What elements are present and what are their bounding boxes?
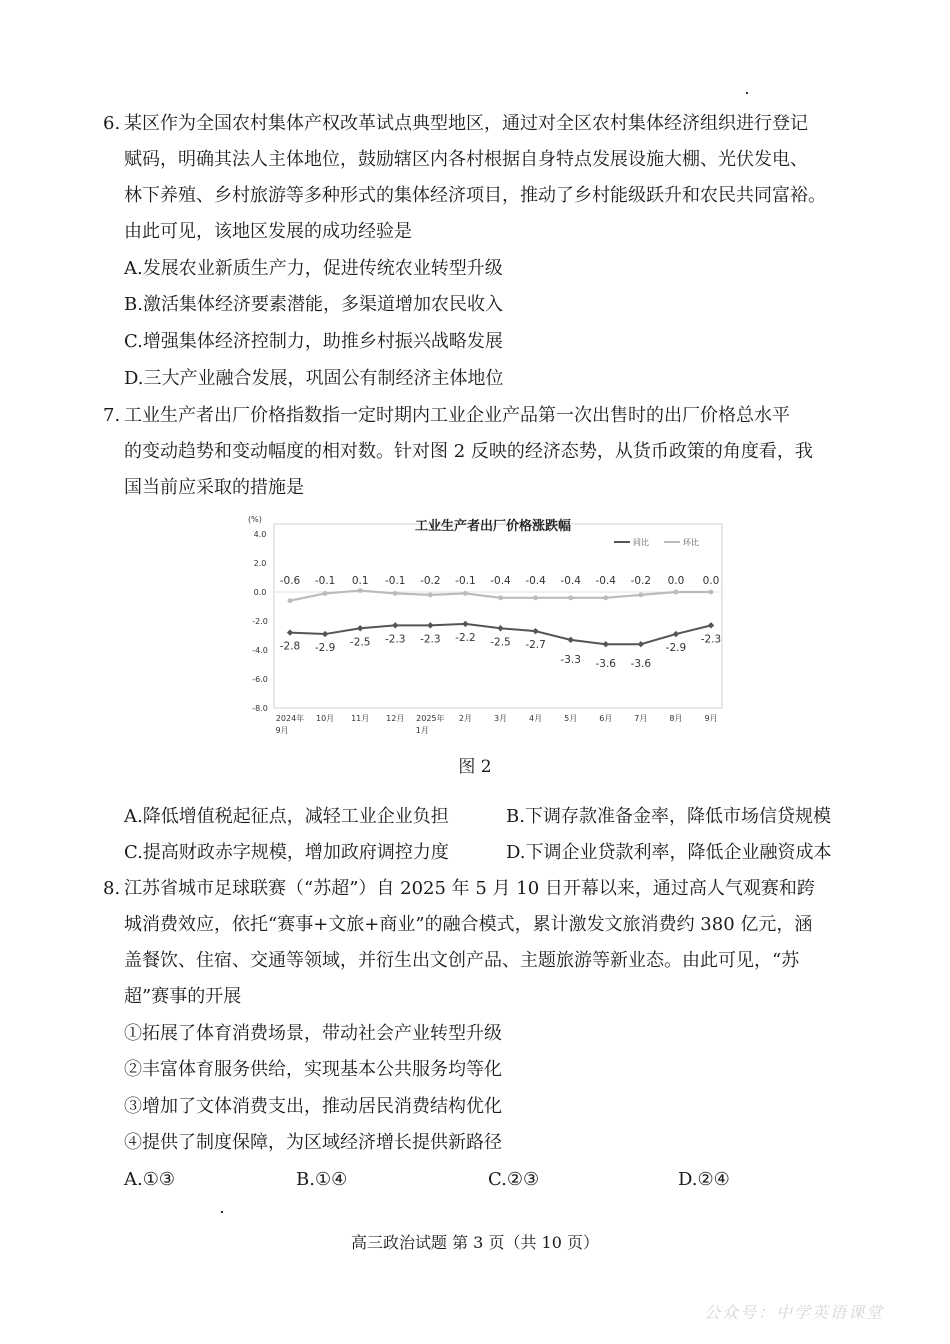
data-label-环比: -0.4 <box>525 575 546 587</box>
question-text-line: 赋码，明确其法人主体地位，鼓励辖区内各村根据自身特点发展设施大棚、光伏发电、 <box>124 149 808 170</box>
x-tick-label: 9月 <box>275 726 289 735</box>
data-point-同比 <box>638 641 644 647</box>
speck <box>746 92 748 94</box>
speck <box>221 1211 223 1213</box>
data-label-同比: -2.9 <box>314 642 336 655</box>
x-tick-label: 12月 <box>386 714 405 723</box>
data-label-环比: -0.1 <box>455 575 476 587</box>
data-point-同比 <box>497 625 503 631</box>
option-a[interactable]: A.发展农业新质生产力，促进传统农业转型升级 <box>124 258 503 279</box>
data-label-同比: -2.3 <box>420 633 441 646</box>
option-b[interactable]: B.①④ <box>296 1169 348 1190</box>
option-d[interactable]: D.下调企业贷款利率，降低企业融资成本 <box>506 842 832 863</box>
data-point-同比 <box>673 631 679 637</box>
statement-2: ②丰富体育服务供给，实现基本公共服务均等化 <box>124 1059 502 1080</box>
data-label-环比: -0.4 <box>490 575 511 587</box>
data-point-环比 <box>674 590 679 595</box>
data-label-环比: -0.4 <box>595 575 616 587</box>
data-point-环比 <box>428 593 433 598</box>
data-point-同比 <box>322 631 328 637</box>
data-label-同比: -2.3 <box>385 633 406 646</box>
data-label-同比: -2.7 <box>525 639 546 652</box>
question-text-line: 城消费效应，依托“赛事+文旅+商业”的融合模式，累计激发文旅消费约 380 亿元，涵 <box>124 914 813 935</box>
data-label-环比: -0.1 <box>314 575 336 587</box>
data-point-同比 <box>287 629 293 635</box>
question-number: 6. <box>103 113 121 134</box>
question-text-line: 某区作为全国农村集体产权改革试点典型地区，通过对全区农村集体经济组织进行登记 <box>124 113 808 134</box>
data-label-同比: -2.3 <box>700 633 722 646</box>
data-point-环比 <box>603 595 608 600</box>
x-tick-label: 1月 <box>415 726 429 735</box>
option-d[interactable]: D.②④ <box>678 1169 730 1190</box>
data-label-环比: -0.2 <box>420 575 441 587</box>
y-tick-label: 0.0 <box>253 588 267 597</box>
question-number: 8. <box>103 878 121 899</box>
question-text-line: 工业生产者出厂价格指数指一定时期内工业企业产品第一次出售时的出厂价格总水平 <box>124 405 790 426</box>
question-number: 7. <box>103 405 121 426</box>
x-tick-label: 3月 <box>493 714 508 723</box>
question-text-line: 江苏省城市足球联赛（“苏超”）自 2025 年 5 月 10 日开幕以来，通过高人气观赛和跨 <box>124 878 815 899</box>
x-tick-label: 4月 <box>529 714 543 723</box>
chart-title: 工业生产者出厂价格涨跌幅 <box>414 519 572 534</box>
option-b[interactable]: B.激活集体经济要素潜能，多渠道增加农民收入 <box>124 294 503 315</box>
data-point-环比 <box>358 588 363 593</box>
y-tick-label: -4.0 <box>252 646 268 655</box>
question-text-line: 林下养殖、乡村旅游等多种形式的集体经济项目，推动了乡村能级跃升和农民共同富裕。 <box>124 185 826 206</box>
option-c[interactable]: C.提高财政赤字规模，增加政府调控力度 <box>124 842 449 863</box>
data-point-环比 <box>709 590 714 595</box>
data-point-环比 <box>463 591 468 596</box>
data-point-环比 <box>323 591 328 596</box>
y-tick-label: -2.0 <box>252 617 268 626</box>
option-a[interactable]: A.①③ <box>124 1169 175 1190</box>
x-tick-label: 2025年 <box>416 714 445 723</box>
data-point-环比 <box>638 593 643 598</box>
x-tick-label: 5月 <box>564 714 578 723</box>
x-tick-label: 6月 <box>599 714 613 723</box>
data-label-同比: -3.6 <box>595 658 616 671</box>
y-unit-label: (%) <box>248 515 262 524</box>
x-tick-label: 2月 <box>458 714 472 723</box>
statement-3: ③增加了文体消费支出，推动居民消费结构优化 <box>124 1096 502 1117</box>
data-point-同比 <box>603 641 609 647</box>
data-label-同比: -2.5 <box>349 636 371 649</box>
data-label-环比: 0.0 <box>667 575 685 587</box>
data-point-环比 <box>393 591 398 596</box>
data-point-同比 <box>532 628 538 634</box>
data-point-同比 <box>708 622 714 628</box>
data-label-环比: -0.6 <box>279 575 301 587</box>
statement-1: ①拓展了体育消费场景，带动社会产业转型升级 <box>124 1023 502 1044</box>
legend-label: 同比 <box>633 538 649 547</box>
data-point-同比 <box>567 637 573 643</box>
data-point-同比 <box>427 622 433 628</box>
data-label-同比: -2.9 <box>665 642 687 655</box>
legend-label: 环比 <box>683 538 699 547</box>
data-point-环比 <box>498 595 503 600</box>
y-tick-label: 4.0 <box>253 530 267 539</box>
option-d[interactable]: D.三大产业融合发展，巩固公有制经济主体地位 <box>124 368 504 389</box>
data-label-同比: -2.8 <box>279 640 301 653</box>
data-label-环比: -0.4 <box>560 575 581 587</box>
data-label-同比: -2.5 <box>490 636 511 649</box>
option-c[interactable]: C.②③ <box>488 1169 540 1190</box>
data-label-同比: -2.2 <box>455 631 476 644</box>
x-tick-label: 7月 <box>634 714 648 723</box>
data-point-同比 <box>462 621 468 627</box>
data-label-环比: -0.2 <box>630 575 652 587</box>
data-point-环比 <box>568 595 573 600</box>
x-tick-label: 10月 <box>315 714 335 723</box>
data-label-同比: -3.3 <box>560 653 581 666</box>
data-point-同比 <box>357 625 363 631</box>
data-label-环比: 0.1 <box>351 575 369 587</box>
option-c[interactable]: C.增强集体经济控制力，助推乡村振兴战略发展 <box>124 331 503 352</box>
x-tick-label: 11月 <box>351 714 370 723</box>
data-label-同比: -3.6 <box>630 658 652 671</box>
data-point-同比 <box>392 622 398 628</box>
y-tick-label: -8.0 <box>252 704 268 713</box>
x-tick-label: 8月 <box>669 714 683 723</box>
question-text-line: 超”赛事的开展 <box>124 986 242 1007</box>
y-tick-label: 2.0 <box>253 559 267 568</box>
statement-4: ④提供了制度保障，为区域经济增长提供新路径 <box>124 1132 502 1153</box>
ppi-line-chart <box>238 508 724 740</box>
x-tick-label: 2024年 <box>275 714 305 723</box>
question-text-line: 由此可见，该地区发展的成功经验是 <box>124 221 412 242</box>
x-tick-label: 9月 <box>704 714 718 723</box>
data-point-环比 <box>288 598 293 603</box>
data-label-环比: -0.1 <box>385 575 406 587</box>
watermark: 公众号：中学英语课堂 <box>703 1303 884 1322</box>
chart-frame <box>274 524 722 708</box>
option-a[interactable]: A.降低增值税起征点，减轻工业企业负担 <box>124 806 449 827</box>
figure-caption: 图 2 <box>458 757 492 777</box>
question-text-line: 盖餐饮、住宿、交通等领域，并衍生出文创产品、主题旅游等新业态。由此可见，“苏 <box>124 950 800 971</box>
y-tick-label: -6.0 <box>252 675 268 684</box>
data-label-环比: 0.0 <box>702 575 720 587</box>
data-point-环比 <box>533 595 538 600</box>
question-text-line: 的变动趋势和变动幅度的相对数。针对图 2 反映的经济态势，从货币政策的角度看，我 <box>124 441 813 462</box>
question-text-line: 国当前应采取的措施是 <box>124 477 304 498</box>
option-b[interactable]: B.下调存款准备金率，降低市场信贷规模 <box>506 806 831 827</box>
page-footer: 高三政治试题 第 3 页（共 10 页） <box>351 1233 599 1252</box>
